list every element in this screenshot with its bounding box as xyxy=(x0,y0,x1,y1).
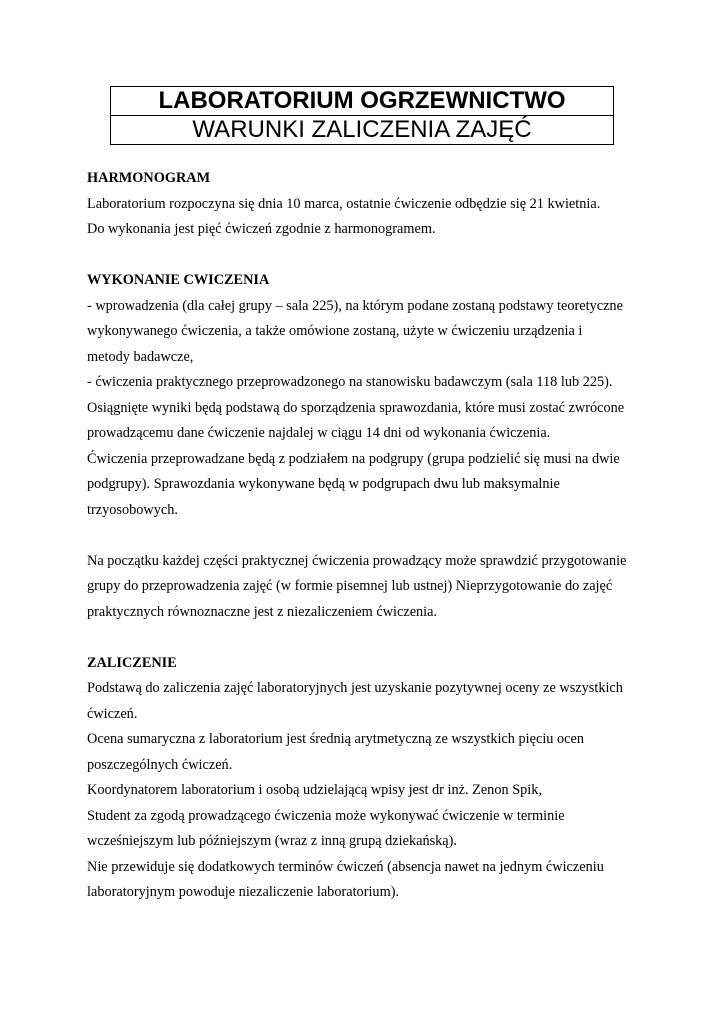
text-line: Ćwiczenia przeprowadzane będą z podziałem na podgrupy (grupa podzielić się musi na dwie xyxy=(87,450,620,467)
paragraph-gap xyxy=(87,625,647,651)
text-line: wcześniejszym lub późniejszym (wraz z inną grupą dziekańską). xyxy=(87,833,457,849)
section-heading-harmonogram: HARMONOGRAM xyxy=(87,170,211,186)
text-line: wykonywanego ćwiczenia, a także omówione zostaną, użyte w ćwiczeniu urządzenia i xyxy=(87,323,583,339)
text-line: Ocena sumaryczna z laboratorium jest średnią arytmetyczną ze wszystkich pięciu ocen xyxy=(87,731,584,747)
text-line: poszczególnych ćwiczeń. xyxy=(87,756,233,773)
text-line: metody badawcze, xyxy=(87,348,194,365)
text-line: Nie przewiduje się dodatkowych terminów ćwiczeń (absencja nawet na jednym ćwiczeniu xyxy=(87,858,604,875)
text-line: prowadzącemu dane ćwiczenie najdalej w ciągu 14 dni od wykonania ćwiczenia. xyxy=(87,425,551,441)
text-line: Podstawą do zaliczenia zajęć laboratoryjnych jest uzyskanie pozytywnej oceny ze wszystkich xyxy=(87,680,623,696)
text-line: - ćwiczenia praktycznego przeprowadzonego na stanowisku badawczym (sala 118 lub 225). xyxy=(87,374,613,390)
document-body xyxy=(87,166,647,906)
text-line: Koordynatorem laboratorium i osobą udzielającą wpisy jest dr inż. Zenon Spik, xyxy=(87,782,543,798)
text-line: trzyosobowych. xyxy=(87,501,178,518)
text-line: praktycznych równoznaczne jest z niezaliczeniem ćwiczenia. xyxy=(87,603,438,620)
title-box xyxy=(110,86,614,145)
text-line: Student za zgodą prowadzącego ćwiczenia może wykonywać ćwiczenie w terminie xyxy=(87,807,565,824)
text-line: grupy do przeprowadzenia zajęć (w formie pisemnej lub ustnej) Nieprzygotowanie do zajęć xyxy=(87,578,613,594)
text-line: Laboratorium rozpoczyna się dnia 10 marca, ostatnie ćwiczenie odbędzie się 21 kwietnia. xyxy=(87,195,601,212)
document-title: LABORATORIUM OGRZEWNICTWO xyxy=(111,87,613,116)
text-line: - wprowadzenia (dla całej grupy – sala 225), na którym podane zostaną podstawy teoretyczne xyxy=(87,297,623,314)
text-line: laboratoryjnym powoduje niezaliczenie laboratorium). xyxy=(87,884,400,900)
document-subtitle: WARUNKI ZALICZENIA ZAJĘĆ xyxy=(192,116,532,143)
text-line: Do wykonania jest pięć ćwiczeń zgodnie z harmonogramem. xyxy=(87,221,436,237)
text-line: Na początku każdej części praktycznej ćwiczenia prowadzący może sprawdzić przygotowanie xyxy=(87,552,627,569)
section-heading-zaliczenie: ZALICZENIE xyxy=(87,654,177,671)
text-line: ćwiczeń. xyxy=(87,705,138,722)
paragraph-gap xyxy=(87,243,647,269)
paragraph-gap xyxy=(87,523,647,549)
section-heading-wykonanie: WYKONANIE CWICZENIA xyxy=(87,272,270,288)
text-line: Osiągnięte wyniki będą podstawą do sporządzenia sprawozdania, które musi zostać zwrócone xyxy=(87,399,625,416)
text-line: podgrupy). Sprawozdania wykonywane będą w podgrupach dwu lub maksymalnie xyxy=(87,476,560,492)
